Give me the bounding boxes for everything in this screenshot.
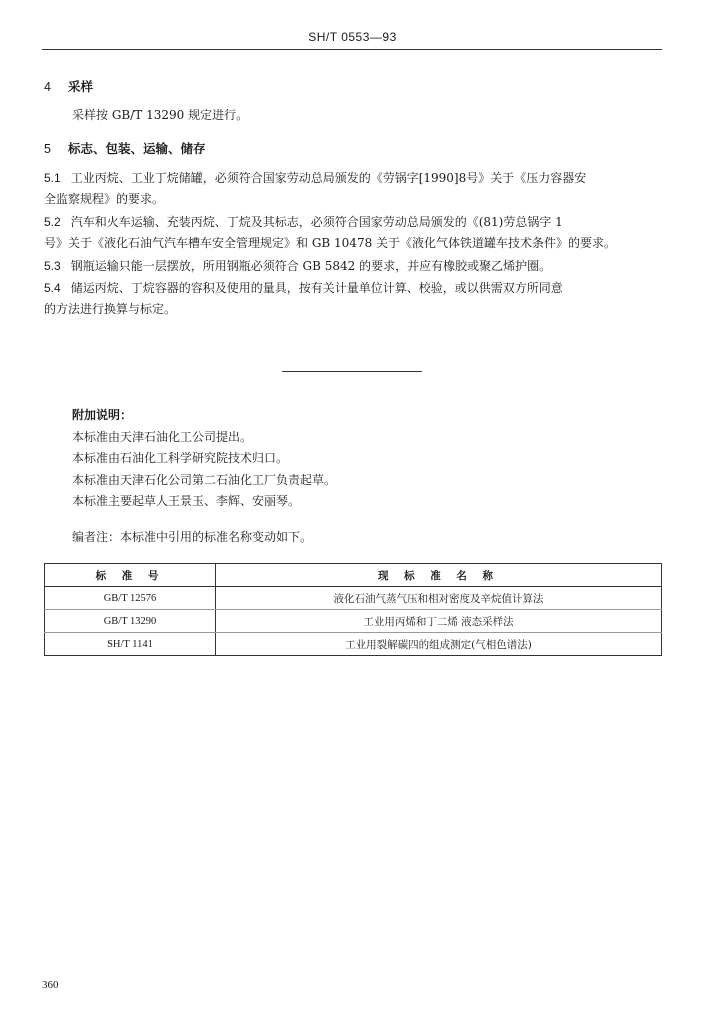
notes-line: 本标准主要起草人王景玉、李辉、安丽琴。 [72,494,301,508]
clause-5-1-line1: 工业丙烷、工业丁烷储罐，必须符合国家劳动总局颁发的《劳锅字[1990]8号》关于《压力容器安 [70,171,587,185]
referenced-standards-table [44,563,662,656]
clause-5-1 [44,168,664,210]
header-rule [42,49,662,50]
clause-5-3-number: 5.3 [44,259,61,273]
section-4-number: 4 [44,80,51,94]
editor-note: 编者注：本标准中引用的标准名称变动如下。 [72,530,313,544]
standard-number-cell: SH/T 1141 [45,633,216,656]
table-row [45,587,662,610]
column-header-current-name: 现 标 准 名 称 [216,564,662,587]
notes-heading: 附加说明： [72,408,133,422]
section-5-number: 5 [44,142,51,156]
clause-5-2-line2: 号》关于《液化石油气汽车槽车安全管理规定》和 GB 10478 关于《液化气体铁道罐车技术条件》的要求。 [44,236,617,250]
table-row [45,610,662,633]
clause-5-4 [44,278,664,320]
table-row [45,633,662,656]
end-of-text-rule [282,371,422,372]
clause-5-4-number: 5.4 [44,281,61,295]
notes-line: 本标准由天津石化公司第二石油化工厂负责起草。 [72,472,337,487]
notes-line: 本标准由天津石油化工公司提出。 [72,429,253,444]
clause-5-2-number: 5.2 [44,215,61,229]
additional-notes [72,405,336,513]
clause-5-4-line1: 储运丙烷、丁烷容器的容积及使用的量具，按有关计量单位计算、校验，或以供需双方所同意 [70,281,563,295]
notes-line: 本标准由石油化工科学研究院技术归口。 [72,451,289,465]
standard-name-cell: 工业用丙烯和丁二烯 液态采样法 [216,610,662,633]
clause-5-3 [44,256,664,277]
page-number: 360 [42,979,59,991]
standard-name-cell: 工业用裂解碳四的组成测定(气相色谱法) [345,638,532,651]
section-4-heading [44,77,93,95]
table-header-row [45,564,662,587]
clause-5-4-line2: 的方法进行换算与标定。 [44,302,177,316]
section-5-title: 标志、包装、运输、储存 [68,141,206,156]
standard-code-header: SH/T 0553—93 [308,30,397,44]
clause-5-3-line1: 钢瓶运输只能一层摆放，所用钢瓶必须符合 GB 5842 的要求，并应有橡胶或聚乙烯护圈。 [70,259,552,273]
standard-name-cell: 液化石油气蒸气压和相对密度及辛烷值计算法 [216,587,662,610]
standard-number-cell: GB/T 12576 [45,587,216,610]
column-header-standard-number: 标 准 号 [45,564,216,587]
clause-5-2-line1: 汽车和火车运输、充装丙烷、丁烷及其标志，必须符合国家劳动总局颁发的《(81)劳总锅字 1 [70,215,563,229]
section-5-heading [44,139,206,157]
clause-5-1-number: 5.1 [44,171,61,185]
standard-number-cell: GB/T 13290 [45,610,216,633]
clause-5-2 [44,212,664,254]
section-4-body: 采样按 GB/T 13290 规定进行。 [72,108,249,122]
section-4-title: 采样 [68,79,94,94]
clause-5-1-line2: 全监察规程》的要求。 [44,192,165,206]
